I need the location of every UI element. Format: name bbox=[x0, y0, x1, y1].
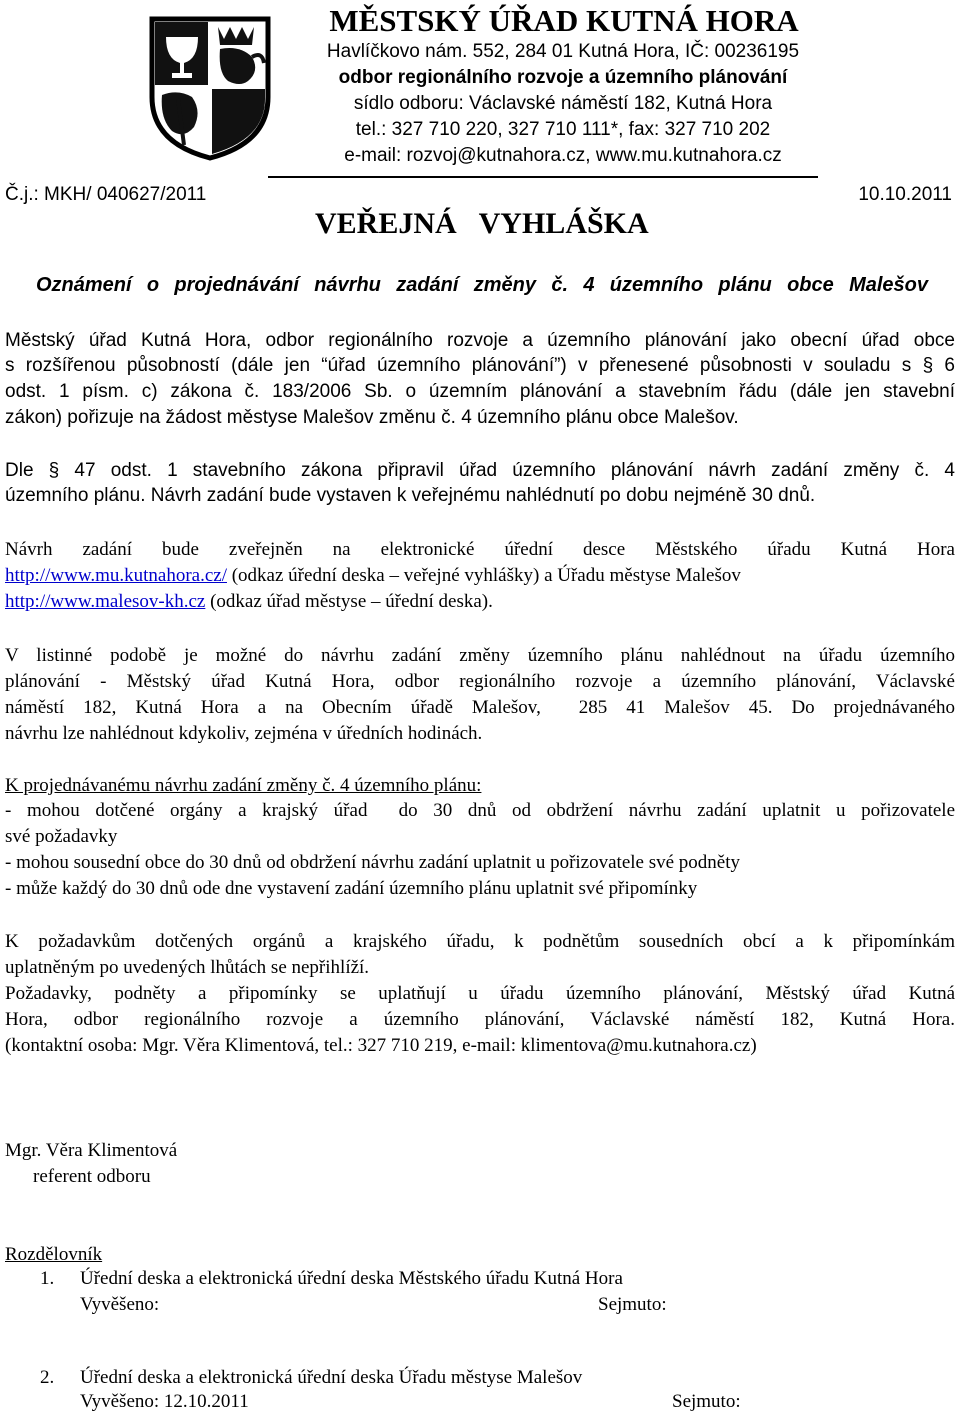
text-line: zákon) pořizuje na žádost městyse Malešov změnu č. 4 územního plánu obce Malešov. bbox=[5, 407, 739, 428]
office-name: MĚSTSKÝ ÚŘAD KUTNÁ HORA bbox=[329, 3, 799, 38]
header-divider bbox=[268, 176, 818, 178]
distribution-heading: Rozdělovník bbox=[5, 1244, 103, 1265]
text-line: Městský úřad Kutná Hora, odbor regionálního rozvoje a územního plánování jako obecní úřad obce bbox=[5, 330, 955, 351]
removed-label: Sejmuto: bbox=[598, 1294, 667, 1315]
department-name: odbor regionálního rozvoje a územního plánování bbox=[338, 67, 788, 88]
text-line: plánování - Městský úřad Kutná Hora, odbor regionálního rozvoje a územního plánování, Václavské bbox=[5, 671, 955, 692]
text-line: návrhu lze nahlédnout kdykoliv, zejména v úředních hodinách. bbox=[5, 723, 483, 744]
link-mu-kutnahora[interactable]: http://www.mu.kutnahora.cz/ bbox=[5, 565, 227, 586]
section-heading: K projednávanému návrhu zadání změny č. 4 územního plánu: bbox=[5, 775, 482, 796]
text-line: s rozšířenou působností (dále jen “úřad územního plánování”) v přenesené působnosti v souladu s § 6 bbox=[5, 355, 955, 376]
link-malesov[interactable]: http://www.malesov-kh.cz bbox=[5, 591, 206, 612]
list-item: - mohou sousední obce do 30 dnů od obdržení návrhu zadání uplatnit u pořizovatele své podněty bbox=[5, 852, 741, 873]
signature-name: Mgr. Věra Klimentová bbox=[5, 1140, 178, 1161]
text-line: Požadavky, podněty a připomínky se uplatňují u úřadu územního plánování, Městský úřad Kutná bbox=[5, 983, 955, 1004]
text-line: Hora, odbor regionálního rozvoje a územního plánování, Václavské náměstí 182, Kutná Hora. bbox=[5, 1009, 955, 1030]
reference-number: Č.j.: MKH/ 040627/2011 bbox=[5, 184, 207, 205]
posted-label: Vyvěšeno: bbox=[80, 1294, 160, 1315]
phone-numbers: tel.: 327 710 220, 327 710 111*, fax: 327 710 202 bbox=[355, 119, 771, 140]
text-line bbox=[5, 591, 955, 613]
text-span: (odkaz úřední deska – veřejné vyhlášky) a Úřadu městyse Malešov bbox=[226, 565, 741, 586]
item-number: 2. bbox=[40, 1367, 55, 1388]
email-web: e-mail: rozvoj@kutnahora.cz, www.mu.kutnahora.cz bbox=[344, 145, 782, 166]
subject-line: Oznámení o projednávání návrhu zadání změny č. 4 územního plánu obce Malešov bbox=[36, 274, 928, 296]
text-line: uplatněným po uvedených lhůtách se nepřihlíží. bbox=[5, 957, 370, 978]
list-item: - může každý do 30 dnů ode dne vystavení zadání územního plánu uplatnit své připomínky bbox=[5, 878, 698, 899]
department-seat: sídlo odboru: Václavské náměstí 182, Kutná Hora bbox=[353, 93, 773, 114]
document-date: 10.10.2011 bbox=[858, 184, 952, 205]
text-line: K požadavkům dotčených orgánů a krajského úřadu, k podnětům sousedních obcí a k připomínkám bbox=[5, 931, 955, 952]
text-line: (kontaktní osoba: Mgr. Věra Klimentová, tel.: 327 710 219, e-mail: klimentova@mu.kutnahora.cz) bbox=[5, 1035, 757, 1056]
list-item: - mohou dotčené orgány a krajský úřad do 30 dnů od obdržení návrhu zadání uplatnit u pořizovatele bbox=[5, 800, 955, 821]
text-span: (odkaz úřad městyse – úřední deska). bbox=[205, 591, 493, 612]
item-text: Úřední deska a elektronická úřední deska Úřadu městyse Malešov bbox=[80, 1367, 583, 1388]
office-address: Havlíčkovo nám. 552, 284 01 Kutná Hora, IČ: 00236195 bbox=[326, 41, 800, 62]
document-title: VEŘEJNÁ VYHLÁŠKA bbox=[315, 207, 649, 240]
item-number: 1. bbox=[40, 1268, 55, 1289]
text-line: V listinné podobě je možné do návrhu zadání změny územního plánu nahlédnout na úřadu územního bbox=[5, 645, 955, 666]
text-line: náměstí 182, Kutná Hora a na Obecním úřadě Malešov, 285 41 Malešov 45. Do projednávaného bbox=[5, 697, 955, 718]
item-text: Úřední deska a elektronická úřední deska Městského úřadu Kutná Hora bbox=[80, 1268, 623, 1289]
coat-of-arms-logo bbox=[148, 15, 272, 161]
signature-role: referent odboru bbox=[33, 1166, 151, 1187]
text-line: Dle § 47 odst. 1 stavebního zákona připravil úřad územního plánování návrh zadání změny č. 4 bbox=[5, 460, 955, 481]
posted-label: Vyvěšeno: 12.10.2011 bbox=[80, 1391, 249, 1412]
list-item: své požadavky bbox=[5, 826, 118, 847]
text-line: odst. 1 písm. c) zákona č. 183/2006 Sb. o územním plánování a stavebním řádu (dále jen stavební bbox=[5, 381, 955, 402]
text-line bbox=[5, 565, 955, 587]
text-line: územního plánu. Návrh zadání bude vystaven k veřejnému nahlédnutí po dobu nejméně 30 dnů. bbox=[5, 485, 816, 506]
removed-label: Sejmuto: bbox=[672, 1391, 741, 1412]
text-line: Návrh zadání bude zveřejněn na elektronické úřední desce Městského úřadu Kutná Hora bbox=[5, 539, 955, 560]
